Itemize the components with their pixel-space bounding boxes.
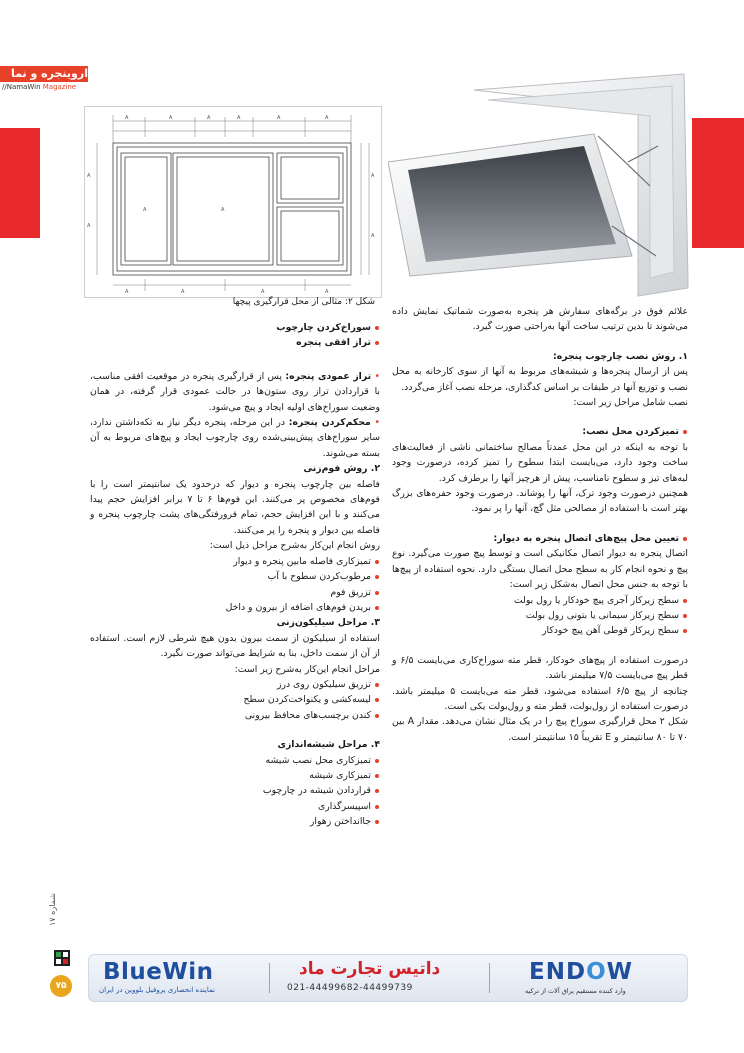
- endow-logo: [529, 959, 633, 985]
- foam-item: تمیزکاری فاصله مابین پنجره و دیوار: [90, 554, 380, 569]
- bluewin-tagline: نماینده انحصاری پروفیل بلووین در ایران: [99, 986, 215, 994]
- foam-item: بریدن فوم‌های اضافه از بیرون و داخل: [90, 600, 380, 615]
- section1-body: پس از ارسال پنجره‌ها و شیشه‌های مربوط به آنها از سوی کارخانه به محل نصب و توزیع آنها در طبقات بر اساس کدگذاری، مرحله نصب آغاز می‌گردد.: [392, 366, 688, 393]
- step-item: تراز افقی پنجره: [90, 335, 380, 350]
- clean-title: تمیزکردن محل نصب:: [392, 424, 688, 439]
- logo-sub-prefix: //NamaWin: [2, 83, 41, 91]
- glass-item: جاانداختن زهوار: [90, 814, 380, 829]
- section1-title: ۱. روش نصب چارچوب پنجره:: [552, 350, 688, 362]
- bullet-dot: •: [374, 417, 380, 429]
- glass-item: تمیزکاری محل نصب شیشه: [90, 753, 380, 768]
- drill-body: درصورت استفاده از پیچ‌های خودکار، قطر مته سوراخ‌کاری می‌بایست ۶/۵ و قطر پیچ می‌بایست ۷/۵ میلیمتر باشد.: [392, 654, 688, 682]
- logo-text: اروینجره و نما: [11, 67, 88, 80]
- screw-item: سطح زیرکار قوطی آهن پیچ خودکار: [392, 623, 688, 638]
- banner-divider: [269, 963, 270, 993]
- magazine-logo: [0, 66, 88, 96]
- svg-text:A: A: [169, 115, 173, 121]
- window-diagram: [84, 106, 382, 298]
- red-decor-left: [0, 128, 40, 238]
- datis-phone: 021-44499682-44499739: [287, 983, 413, 993]
- svg-text:A: A: [125, 115, 129, 121]
- bluewin-logo: BlueWin: [103, 959, 214, 985]
- flag-icon: [54, 950, 70, 966]
- vertical-title: تراز عمودی پنجره:: [285, 370, 372, 382]
- svg-text:A: A: [221, 207, 225, 213]
- silicone-steps: مراحل انجام این‌کار به‌شرح زیر است:: [234, 663, 380, 675]
- svg-text:A: A: [87, 173, 91, 179]
- screw-item: سطح زیرکار آجری پیچ خودکار یا رول بولت: [392, 593, 688, 608]
- bullet-dot: •: [374, 370, 380, 382]
- glass-title: ۴. مراحل شیشه‌اندازی: [277, 739, 380, 751]
- section1-steps: نصب شامل مراحل زیر است:: [573, 397, 688, 409]
- banner-divider: [489, 963, 490, 993]
- clean-body-2: همچنین درصورت وجود ترک، آنها را پوشاند. درصورت وجود حفره‌های بزرگ بهتر است با استفاده از مصالحی مثل گچ، آنها را پر نمود.: [392, 488, 688, 515]
- svg-text:A: A: [325, 115, 329, 121]
- left-column: [90, 320, 380, 830]
- endow-tagline: وارد کننده مستقیم یراق آلات از ترکیه: [525, 987, 626, 995]
- endow-logo-part: W: [606, 959, 633, 985]
- logo-bar: [0, 66, 88, 82]
- svg-text:A: A: [371, 173, 375, 179]
- glass-item: اسپیسرگذاری: [90, 799, 380, 814]
- screw-title: تعیین محل پیچ‌های اتصال پنجره به دیوار:: [392, 531, 688, 546]
- foam-body: فاصله بین چارچوب پنجره و دیوار که درحدود یک سانتیمتر است را با فوم‌های مخصوص پر می‌کنند. این فوم‌ها ۶ تا ۷ برابر افزایش حجم پیدا می‌کنند و با این افزایش حجم، تمام فرورفتگی‌های پشت چارچوب پنجره و فاصله بین دیوار و پنجره را پر می‌کنند.: [90, 478, 381, 536]
- drill-body-3: شکل ۲ محل قرارگیری سوراخ پیچ را در یک مثال نشان می‌دهد. مقدار A بین ۷۰ تا ۸۰ سانتیمتر و E تقریباً ۱۵ سانتیمتر است.: [392, 716, 688, 743]
- silicone-item: تزریق سیلیکون روی درز: [90, 677, 380, 692]
- fix-title: محکم‌کردن پنجره:: [288, 417, 371, 429]
- clean-body: با توجه به اینکه در این محل عمدتاً مصالح ساختمانی ناشی از فعالیت‌های ساخت وجود دارد، می‌بایست ابتدا سطوح را تمیز کرده، درصورت وجود لبه‌های تیز و سطوح نامناسب، پیش از هرچیز آنها را برطرف کرد.: [392, 441, 688, 484]
- right-column: [392, 304, 688, 745]
- red-decor-right: [692, 118, 744, 248]
- foam-item: تزریق فوم: [90, 585, 380, 600]
- window-photo: [388, 66, 696, 304]
- silicone-body: استفاده از سیلیکون از سمت بیرون بدون هیچ شرطی لازم است. استفاده از آن از سمت داخل، بنا به شرایط می‌تواند صورت نگیرد.: [90, 632, 380, 660]
- screw-body: اتصال پنجره به دیوار اتصال مکانیکی است و توسط پیچ صورت می‌گیرد. نوع پیچ و نحوه انجام کار به سطح محل اتصال بستگی دارد. نحوه استفاده از پیچ‌ها با توجه به جنس محل اتصال به‌شکل زیر است:: [392, 548, 688, 591]
- svg-text:A: A: [371, 233, 375, 239]
- svg-text:A: A: [261, 289, 265, 295]
- issue-label: شماره ۱۷: [48, 893, 57, 927]
- silicone-item: لیسه‌کشی و یکنواخت‌کردن سطح: [90, 692, 380, 707]
- drill-body-2: چنانچه از پیچ ۶/۵ استفاده می‌شود، قطر مته می‌بایست ۵ میلیمتر باشد. درصورت استفاده از رول‌بولت، قطر مته و رول‌بولت یکی است.: [392, 685, 689, 712]
- intro-paragraph: علائم فوق در برگه‌های سفارش هر پنجره به‌صورت شماتیک نمایش داده می‌شوند تا بدین ترتیب ساخت آنها به‌راحتی صورت گیرد.: [392, 306, 688, 333]
- svg-text:A: A: [125, 289, 129, 295]
- glass-item: تمیزکاری شیشه: [90, 768, 380, 783]
- logo-sub-suffix: Magazine: [42, 83, 77, 91]
- svg-text:A: A: [277, 115, 281, 121]
- svg-text:A: A: [207, 115, 211, 121]
- endow-logo-o: O: [586, 959, 607, 985]
- figure-caption: شکل ۲: مثالی از محل قرارگیری پیچها: [232, 297, 375, 307]
- page-number: ۷۵: [50, 975, 72, 997]
- glass-item: قراردادن شیشه در چارچوب: [90, 783, 380, 798]
- foam-steps: روش انجام این‌کار به‌شرح مراحل ذیل است:: [209, 540, 380, 552]
- step-item: سوراخ‌کردن چارچوب: [90, 320, 380, 335]
- screw-item: سطح زیرکار سیمانی یا بتونی رول بولت: [392, 608, 688, 623]
- svg-text:A: A: [143, 207, 147, 213]
- datis-logo: داتیس تجارت ماد: [299, 959, 441, 979]
- silicone-item: کندن برچسب‌های محافظ بیرونی: [90, 708, 380, 723]
- svg-text:A: A: [181, 289, 185, 295]
- silicone-title: ۳. مراحل سیلیکون‌زنی: [276, 617, 380, 629]
- ad-banner: [88, 954, 688, 1002]
- svg-text:A: A: [325, 289, 329, 295]
- endow-logo-part: END: [529, 959, 587, 985]
- foam-title: ۲. روش فوم‌زنی: [303, 463, 380, 475]
- svg-text:A: A: [87, 223, 91, 229]
- vertical-body: پس از قرارگیری پنجره در موقعیت افقی مناسب، با قراردادن تراز روی ستون‌ها در حالت عمودی قرار گرفته، در همان وضعیت سوراخ‌های اولیه ایجاد و پیچ می‌شود.: [90, 370, 380, 413]
- fix-body: در این مرحله، پنجره دیگر نیاز به تکه‌داشتن ندارد، سایر سوراخ‌های پیش‌بینی‌شده روی چارچوب ایجاد و پیچ‌های مربوط به آن بسته می‌شوند.: [90, 417, 380, 459]
- foam-item: مرطوب‌کردن سطوح با آب: [90, 569, 380, 584]
- logo-subtitle: [2, 83, 76, 91]
- svg-text:A: A: [237, 115, 241, 121]
- diagram-drawing: [85, 107, 381, 297]
